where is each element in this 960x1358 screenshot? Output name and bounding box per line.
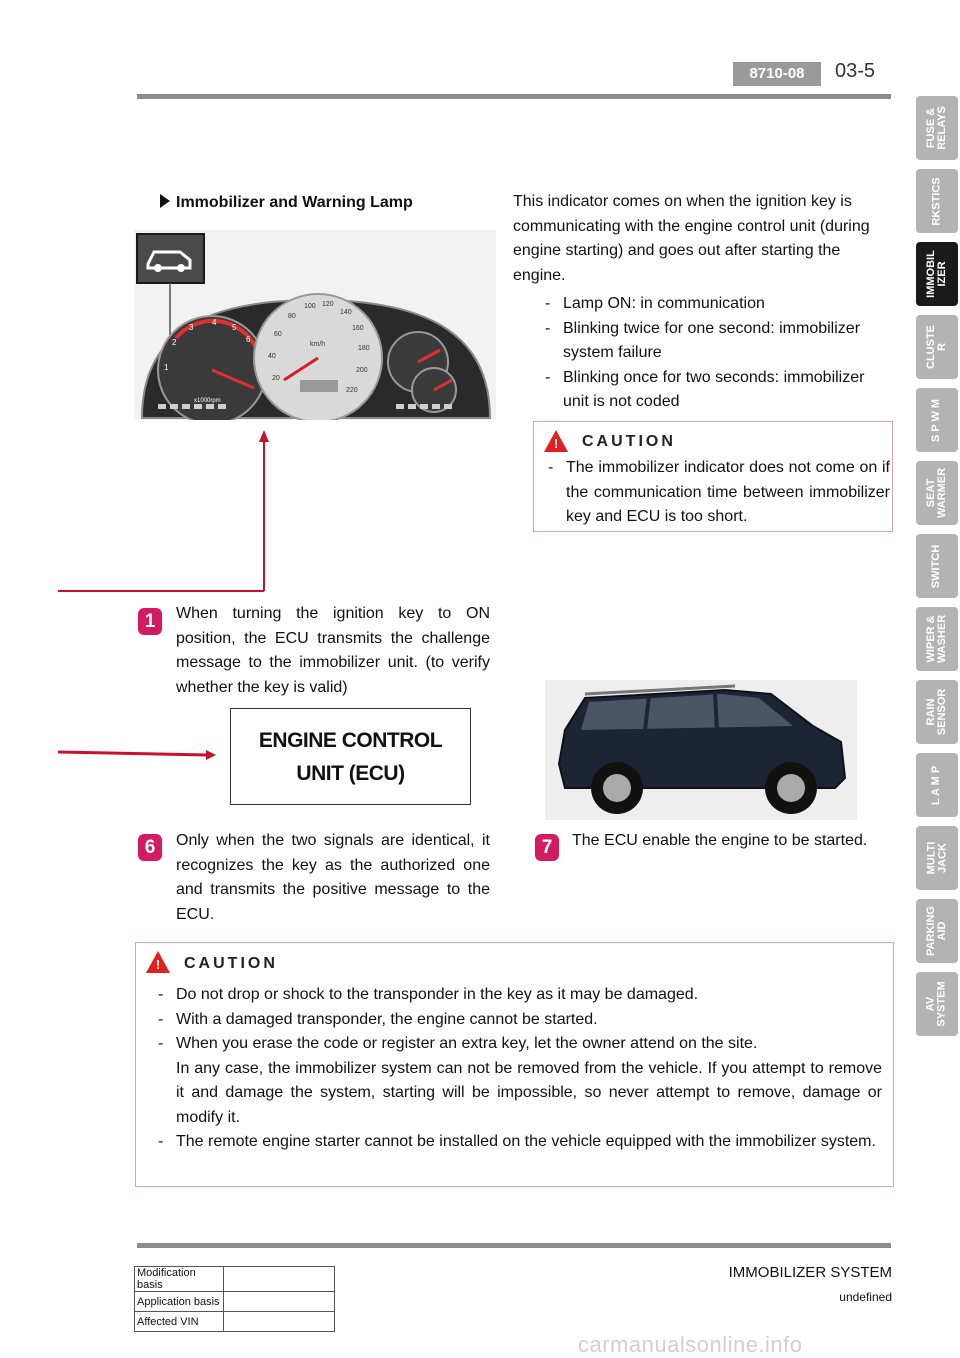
step-number-badge: 1 xyxy=(138,608,162,635)
arrow-right-icon xyxy=(206,750,216,760)
section-heading: Immobilizer and Warning Lamp xyxy=(160,194,413,212)
tab-rain-sensor[interactable]: RAIN SENSOR xyxy=(916,680,958,744)
table-value xyxy=(224,1292,335,1312)
header-divider xyxy=(137,94,891,99)
rpm-unit: x1000rpm xyxy=(194,398,221,404)
list-item: - Do not drop or shock to the transponder in the key as it may be damaged. xyxy=(158,983,882,1008)
table-label: Affected VIN xyxy=(135,1312,224,1332)
table-row xyxy=(135,1292,335,1312)
step-number-badge: 7 xyxy=(535,834,559,861)
indicator-status-list xyxy=(545,292,875,415)
speedo-tick: 140 xyxy=(340,309,352,316)
speedo-tick: 80 xyxy=(288,313,296,320)
ecu-line-2: UNIT (ECU) xyxy=(296,761,405,785)
instrument-cluster-illustration xyxy=(134,230,496,420)
table-label: Application basis xyxy=(135,1292,224,1312)
ecu-input-line xyxy=(58,752,208,755)
arrow-up-icon xyxy=(259,430,269,442)
speedo-tick: 40 xyxy=(268,353,276,360)
list-item: - With a damaged transponder, the engine cannot be started. xyxy=(158,1008,882,1033)
footer-divider xyxy=(137,1243,891,1248)
indicator-description: This indicator comes on when the ignition key is communicating with the engine control unit (during engine starting) and goes out after starting the engine. xyxy=(513,193,870,284)
list-item: - Blinking once for two seconds: immobilizer unit is not coded xyxy=(545,366,875,415)
tab-wiper-washer[interactable]: WIPER & WASHER xyxy=(916,607,958,671)
modification-table xyxy=(134,1266,335,1332)
caution-item: - The immobilizer indicator does not come on if the communication time between immobilizer key and ECU is too short. xyxy=(548,456,890,530)
speed-unit: km/h xyxy=(310,341,326,348)
tab-av-system[interactable]: AV SYSTEM xyxy=(916,972,958,1036)
vehicle-illustration xyxy=(545,680,857,820)
immobilizer-lamp-icon xyxy=(137,234,204,283)
footer-subtitle: undefined xyxy=(839,1290,892,1304)
page-number: 03-5 xyxy=(835,60,876,82)
speedo-tick: 120 xyxy=(322,301,334,308)
caution-list xyxy=(158,983,882,1155)
speedo-tick: 100 xyxy=(304,303,316,310)
caution-title: CAUTION xyxy=(184,955,278,972)
tab-parking-aid[interactable]: PARKING AID xyxy=(916,899,958,963)
caution-box-indicator: ! CAUTION - The immobilizer indicator does not come on if the communication time between immobilizer key and ECU is too short. xyxy=(533,421,893,532)
step-number-badge: 6 xyxy=(138,834,162,861)
list-item: - When you erase the code or register an extra key, let the owner attend on the site. xyxy=(158,1032,882,1057)
list-item: - Blinking twice for one second: immobilizer system failure xyxy=(545,317,875,366)
table-row xyxy=(135,1312,335,1332)
speedo-tick: 60 xyxy=(274,331,282,338)
tacho-tick: 4 xyxy=(212,318,217,327)
table-value xyxy=(224,1267,335,1292)
table-value xyxy=(224,1312,335,1332)
tab-cluster[interactable]: CLUSTE R xyxy=(916,315,958,379)
tab-switch[interactable]: SWITCH xyxy=(916,534,958,598)
speedo-tick: 200 xyxy=(356,367,368,374)
caution-box-transponder: ! CAUTION - Do not drop or shock to the transponder in the key as it may be damaged. - With a damaged transponder, the engine cannot be started. - When you erase the code or register an extra key, let the owner attend on the site. In any case, the immobilizer system can not be removed from the vehicle. If you attempt to remove it and damage the system, starting will be impossible, so never attempt to remove, damage or modify it. - The remote engine starter cannot be installed on the vehicle equipped with the immobilizer system. xyxy=(135,942,894,1187)
step-7-text: The ECU enable the engine to be started. xyxy=(572,832,868,849)
table-row xyxy=(135,1267,335,1292)
tacho-tick: 3 xyxy=(189,323,194,332)
manual-code-badge: 8710-08 xyxy=(733,62,821,86)
tacho-tick: 6 xyxy=(246,335,251,344)
triangle-bullet-icon xyxy=(160,194,170,208)
ecu-label-box xyxy=(230,708,471,805)
speedo-tick: 220 xyxy=(346,387,358,394)
site-watermark: carmanualsonline.info xyxy=(578,1332,803,1357)
speedo-tick: 160 xyxy=(352,325,364,332)
step-1-text: When turning the ignition key to ON position, the ECU transmits the challenge message to the immobilizer unit. (to verify whether the key is valid) xyxy=(176,605,490,696)
speedo-tick: 180 xyxy=(358,345,370,352)
speedo-tick: 20 xyxy=(272,375,280,382)
tacho-tick: 2 xyxy=(172,338,177,347)
tab-multi-jack[interactable]: MULTI JACK xyxy=(916,826,958,890)
tab-seat-warmer[interactable]: SEAT WARMER xyxy=(916,461,958,525)
tab-lamp[interactable]: L A M P xyxy=(916,753,958,817)
footer-title: IMMOBILIZER SYSTEM xyxy=(728,1264,892,1281)
list-item: - The remote engine starter cannot be installed on the vehicle equipped with the immobilizer system. xyxy=(158,1130,882,1155)
tab-spwm[interactable]: S P W M xyxy=(916,388,958,452)
caution-continuation: In any case, the immobilizer system can not be removed from the vehicle. If you attempt to remove it and damage the system, starting will be impossible, so never attempt to remove, damage or modify it. xyxy=(176,1059,882,1126)
ecu-line-1: ENGINE CONTROL xyxy=(258,728,443,752)
caution-title: CAUTION xyxy=(582,433,676,450)
tab-immobilizer[interactable]: IMMOBIL IZER xyxy=(916,242,958,306)
tacho-tick: 1 xyxy=(164,363,169,372)
tab-rkstics[interactable]: RKSTICS xyxy=(916,169,958,233)
list-item: - Lamp ON: in communication xyxy=(545,292,875,317)
table-label: Modification basis xyxy=(135,1267,224,1292)
tacho-tick: 5 xyxy=(232,323,237,332)
step-6-text: Only when the two signals are identical, it recognizes the key as the authorized one and transmits the positive message to the ECU. xyxy=(176,832,490,923)
tab-fuse-relays[interactable]: FUSE & RELAYS xyxy=(916,96,958,160)
